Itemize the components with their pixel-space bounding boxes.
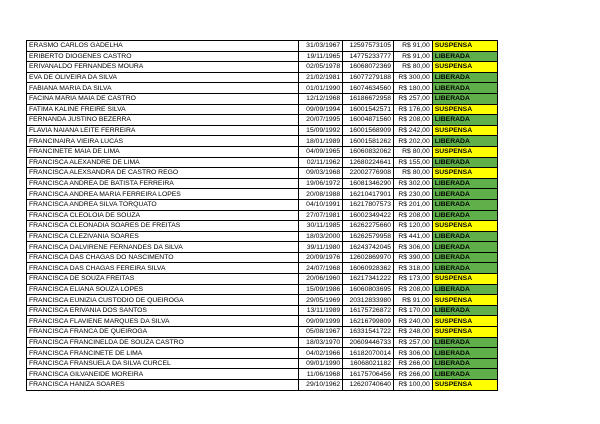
- name-cell[interactable]: FRANCINAIRA VIEIRA LUCAS: [27, 136, 299, 147]
- date-cell[interactable]: 27/07/1981: [298, 210, 342, 221]
- date-cell[interactable]: 24/07/1968: [298, 263, 342, 274]
- number-cell[interactable]: 16217807573: [343, 199, 394, 210]
- name-cell[interactable]: FABIANA MARIA DA SILVA: [27, 83, 299, 94]
- status-cell[interactable]: SUSPENSA: [432, 316, 497, 327]
- status-cell[interactable]: LIBERADA: [432, 178, 497, 189]
- name-cell[interactable]: FRANCISCA FRANSUELA DA SILVA CURCEL: [27, 358, 299, 369]
- table-row: [27, 316, 498, 327]
- number-cell[interactable]: 20312833980: [343, 295, 394, 306]
- status-cell[interactable]: LIBERADA: [432, 369, 497, 380]
- date-cell[interactable]: 30/11/1985: [298, 221, 342, 232]
- date-cell[interactable]: 05/08/1967: [298, 327, 342, 338]
- value-cell[interactable]: R$ 120,00: [394, 221, 433, 232]
- table-row: [27, 274, 498, 285]
- value-cell[interactable]: R$ 248,00: [394, 327, 433, 338]
- name-cell[interactable]: FRANCINETE MAIA DE LIMA: [27, 146, 299, 157]
- name-cell[interactable]: FRANCISCA HANIZA SOARES: [27, 380, 299, 391]
- number-cell[interactable]: 16068072369: [343, 62, 394, 73]
- value-cell[interactable]: R$ 306,00: [394, 348, 433, 359]
- value-cell[interactable]: R$ 208,00: [394, 115, 433, 126]
- number-cell[interactable]: 16175726872: [343, 305, 394, 316]
- name-cell[interactable]: FRANCISCA DAS CHAGAS FEREIRA SILVA: [27, 263, 299, 274]
- number-cell[interactable]: 16182070014: [343, 348, 394, 359]
- table-row: [27, 284, 498, 295]
- number-cell[interactable]: 16001542571: [343, 104, 394, 115]
- date-cell[interactable]: 31/03/1967: [298, 41, 342, 52]
- name-cell[interactable]: ERIBERTO DIOGENES CASTRO: [27, 51, 299, 62]
- date-cell[interactable]: 39/11/1980: [298, 242, 342, 253]
- number-cell[interactable]: 16004871560: [343, 115, 394, 126]
- date-cell[interactable]: 20/09/1976: [298, 252, 342, 263]
- name-cell[interactable]: EVA DE OLIVEIRA DA SILVA: [27, 72, 299, 83]
- date-cell[interactable]: 09/01/1990: [298, 358, 342, 369]
- date-cell[interactable]: 12/12/1968: [298, 93, 342, 104]
- status-cell[interactable]: LIBERADA: [432, 210, 497, 221]
- table-row: [27, 369, 498, 380]
- status-cell[interactable]: LIBERADA: [432, 252, 497, 263]
- date-cell[interactable]: 19/06/1972: [298, 178, 342, 189]
- value-cell[interactable]: R$ 208,00: [394, 284, 433, 295]
- table-row: [27, 199, 498, 210]
- number-cell[interactable]: 16262275660: [343, 221, 394, 232]
- table-row: [27, 305, 498, 316]
- date-cell[interactable]: 04/10/1991: [298, 199, 342, 210]
- number-cell[interactable]: 16216799809: [343, 316, 394, 327]
- status-cell[interactable]: LIBERADA: [432, 199, 497, 210]
- date-cell[interactable]: 02/11/1962: [298, 157, 342, 168]
- table-row: [27, 72, 498, 83]
- status-cell[interactable]: LIBERADA: [432, 189, 497, 200]
- status-cell[interactable]: SUSPENSA: [432, 274, 497, 285]
- table-row: [27, 93, 498, 104]
- date-cell[interactable]: 09/03/1968: [298, 168, 342, 179]
- name-cell[interactable]: FRANCISCA ELIANA SOUZA LOPES: [27, 284, 299, 295]
- status-cell[interactable]: LIBERADA: [432, 136, 497, 147]
- table-row: [27, 348, 498, 359]
- date-cell[interactable]: 29/10/1962: [298, 380, 342, 391]
- date-cell[interactable]: 11/06/1968: [298, 369, 342, 380]
- number-cell[interactable]: 16001568909: [343, 125, 394, 136]
- date-cell[interactable]: 21/02/1981: [298, 72, 342, 83]
- table-row: [27, 157, 498, 168]
- date-cell[interactable]: 18/03/1970: [298, 337, 342, 348]
- value-cell[interactable]: R$ 155,00: [394, 157, 433, 168]
- value-cell[interactable]: R$ 230,00: [394, 189, 433, 200]
- value-cell[interactable]: R$ 302,00: [394, 178, 433, 189]
- number-cell[interactable]: 16331541722: [343, 327, 394, 338]
- table-row: [27, 337, 498, 348]
- name-cell[interactable]: FRANCISCA CLEZIVANIA SOARES: [27, 231, 299, 242]
- status-cell[interactable]: LIBERADA: [432, 231, 497, 242]
- date-cell[interactable]: 19/11/1965: [298, 51, 342, 62]
- status-cell[interactable]: LIBERADA: [432, 305, 497, 316]
- value-cell[interactable]: R$ 91,00: [394, 51, 433, 62]
- date-cell[interactable]: 09/09/1999: [298, 316, 342, 327]
- name-cell[interactable]: FRANCISCA FRANCINELDA DE SOUZA CASTRO: [27, 337, 299, 348]
- name-cell[interactable]: FRANCISCA ERIVANIA DOS SANTOS: [27, 305, 299, 316]
- value-cell[interactable]: R$ 202,00: [394, 136, 433, 147]
- number-cell[interactable]: 16217341222: [343, 274, 394, 285]
- table-row: [27, 51, 498, 62]
- status-cell[interactable]: SUSPENSA: [432, 41, 497, 52]
- table-row: [27, 252, 498, 263]
- value-cell[interactable]: R$ 257,00: [394, 337, 433, 348]
- name-cell[interactable]: FRANCISCA CLEONADIA SOARES DE FREITAS: [27, 221, 299, 232]
- number-cell[interactable]: 14775233777: [343, 51, 394, 62]
- table-row: [27, 41, 498, 52]
- table-row: [27, 83, 498, 94]
- value-cell[interactable]: R$ 240,00: [394, 316, 433, 327]
- value-cell[interactable]: R$ 441,00: [394, 231, 433, 242]
- number-cell[interactable]: 16262579958: [343, 231, 394, 242]
- date-cell[interactable]: 20/08/1988: [298, 189, 342, 200]
- table-row: [27, 189, 498, 200]
- date-cell[interactable]: 04/09/1965: [298, 146, 342, 157]
- table-row: [27, 221, 498, 232]
- number-cell[interactable]: 16210417901: [343, 189, 394, 200]
- status-cell[interactable]: LIBERADA: [432, 157, 497, 168]
- status-cell[interactable]: LIBERADA: [432, 93, 497, 104]
- status-cell[interactable]: SUSPENSA: [432, 125, 497, 136]
- number-cell[interactable]: 12680224641: [343, 157, 394, 168]
- value-cell[interactable]: R$ 208,00: [394, 210, 433, 221]
- value-cell[interactable]: R$ 176,00: [394, 104, 433, 115]
- status-cell[interactable]: SUSPENSA: [432, 327, 497, 338]
- table-row: [27, 263, 498, 274]
- value-cell[interactable]: R$ 91,00: [394, 295, 433, 306]
- date-cell[interactable]: 04/02/1966: [298, 348, 342, 359]
- status-cell[interactable]: LIBERADA: [432, 337, 497, 348]
- date-cell[interactable]: 20/07/1995: [298, 115, 342, 126]
- table-row: [27, 115, 498, 126]
- table-row: [27, 327, 498, 338]
- table-row: [27, 136, 498, 147]
- table-row: [27, 231, 498, 242]
- status-cell[interactable]: LIBERADA: [432, 83, 497, 94]
- status-cell[interactable]: LIBERADA: [432, 115, 497, 126]
- status-cell[interactable]: SUSPENSA: [432, 104, 497, 115]
- name-cell[interactable]: FLAVIA NAIANA LEITE FERREIRA: [27, 125, 299, 136]
- value-cell[interactable]: R$ 257,00: [394, 93, 433, 104]
- status-cell[interactable]: LIBERADA: [432, 51, 497, 62]
- name-cell[interactable]: ERASMO CARLOS GADELHA: [27, 41, 299, 52]
- name-cell[interactable]: FRANCISCA ANDREA DE BATISTA FERREIRA: [27, 178, 299, 189]
- name-cell[interactable]: FRANCISCA DE SOUZA FREITAS: [27, 274, 299, 285]
- value-cell[interactable]: R$ 80,00: [394, 168, 433, 179]
- number-cell[interactable]: 12602869970: [343, 252, 394, 263]
- number-cell[interactable]: 20609446733: [343, 337, 394, 348]
- value-cell[interactable]: R$ 80,00: [394, 146, 433, 157]
- status-cell[interactable]: SUSPENSA: [432, 168, 497, 179]
- number-cell[interactable]: 16074634560: [343, 83, 394, 94]
- number-cell[interactable]: 16060832062: [343, 146, 394, 157]
- date-cell[interactable]: 01/01/1990: [298, 83, 342, 94]
- name-cell[interactable]: FRANCISCA EUNIZIA CUSTODIO DE QUEIROGA: [27, 295, 299, 306]
- number-cell[interactable]: 16081346290: [343, 178, 394, 189]
- name-cell[interactable]: FRANCISCA GILVANEIDE MOREIRA: [27, 369, 299, 380]
- value-cell[interactable]: R$ 170,00: [394, 305, 433, 316]
- table-row: [27, 178, 498, 189]
- name-cell[interactable]: FRANCISCA DALVIRENE FERNANDES DA SILVA: [27, 242, 299, 253]
- table-row: [27, 295, 498, 306]
- status-cell[interactable]: LIBERADA: [432, 263, 497, 274]
- value-cell[interactable]: R$ 80,00: [394, 62, 433, 73]
- table-row: [27, 168, 498, 179]
- status-cell[interactable]: LIBERADA: [432, 348, 497, 359]
- status-cell[interactable]: SUSPENSA: [432, 380, 497, 391]
- table-row: [27, 125, 498, 136]
- table-row: [27, 210, 498, 221]
- status-cell[interactable]: LIBERADA: [432, 72, 497, 83]
- spreadsheet-table: [26, 40, 498, 391]
- date-cell[interactable]: 20/06/1960: [298, 274, 342, 285]
- table-body: [27, 41, 498, 391]
- status-cell[interactable]: LIBERADA: [432, 358, 497, 369]
- name-cell[interactable]: FRANCISCA ANDREA MARIA FERREIRA LOPES: [27, 189, 299, 200]
- status-cell[interactable]: SUSPENSA: [432, 221, 497, 232]
- name-cell[interactable]: ERIVANALDO FERNANDES MOURA: [27, 62, 299, 73]
- name-cell[interactable]: FRANCISCA ALEXSANDRA DE CASTRO REGO: [27, 168, 299, 179]
- name-cell[interactable]: FRANCISCA FRANCINETE DE LIMA: [27, 348, 299, 359]
- table-row: [27, 62, 498, 73]
- value-cell[interactable]: R$ 318,00: [394, 263, 433, 274]
- table-row: [27, 358, 498, 369]
- number-cell[interactable]: 16175706456: [343, 369, 394, 380]
- number-cell[interactable]: 16186672958: [343, 93, 394, 104]
- value-cell[interactable]: R$ 100,00: [394, 380, 433, 391]
- status-cell[interactable]: LIBERADA: [432, 242, 497, 253]
- number-cell[interactable]: 16002349422: [343, 210, 394, 221]
- date-cell[interactable]: 09/09/1994: [298, 104, 342, 115]
- table-row: [27, 146, 498, 157]
- table-row: [27, 242, 498, 253]
- table-row: [27, 380, 498, 391]
- status-cell[interactable]: LIBERADA: [432, 284, 497, 295]
- date-cell[interactable]: 15/09/1992: [298, 125, 342, 136]
- date-cell[interactable]: 29/05/1969: [298, 295, 342, 306]
- value-cell[interactable]: R$ 266,00: [394, 358, 433, 369]
- number-cell[interactable]: 16001581262: [343, 136, 394, 147]
- value-cell[interactable]: R$ 390,00: [394, 252, 433, 263]
- number-cell[interactable]: 16060803695: [343, 284, 394, 295]
- number-cell[interactable]: 16243742045: [343, 242, 394, 253]
- name-cell[interactable]: FRANCISCA ALEXANDRE DE LIMA: [27, 157, 299, 168]
- status-cell[interactable]: SUSPENSA: [432, 146, 497, 157]
- number-cell[interactable]: 16068021182: [343, 358, 394, 369]
- value-cell[interactable]: R$ 201,00: [394, 199, 433, 210]
- value-cell[interactable]: R$ 173,00: [394, 274, 433, 285]
- value-cell[interactable]: R$ 180,00: [394, 83, 433, 94]
- value-cell[interactable]: R$ 242,00: [394, 125, 433, 136]
- date-cell[interactable]: 15/09/1986: [298, 284, 342, 295]
- number-cell[interactable]: 16077279188: [343, 72, 394, 83]
- value-cell[interactable]: R$ 306,00: [394, 242, 433, 253]
- name-cell[interactable]: FRANCISCA CLEOLOIA DE SOUZA: [27, 210, 299, 221]
- value-cell[interactable]: R$ 300,00: [394, 72, 433, 83]
- number-cell[interactable]: 16060928362: [343, 263, 394, 274]
- table-row: [27, 104, 498, 115]
- value-cell[interactable]: R$ 91,00: [394, 41, 433, 52]
- name-cell[interactable]: FATIMA KALINE FREIRE SILVA: [27, 104, 299, 115]
- number-cell[interactable]: 22002776908: [343, 168, 394, 179]
- name-cell[interactable]: FRANCISCA ANDREA SILVA TORQUATO: [27, 199, 299, 210]
- date-cell[interactable]: 18/03/2000: [298, 231, 342, 242]
- name-cell[interactable]: FERNANDA JUSTINO BEZERRA: [27, 115, 299, 126]
- date-cell[interactable]: 02/05/1978: [298, 62, 342, 73]
- date-cell[interactable]: 18/01/1989: [298, 136, 342, 147]
- name-cell[interactable]: FRANCISCA FRANCA DE QUEIROGA: [27, 327, 299, 338]
- status-cell[interactable]: SUSPENSA: [432, 295, 497, 306]
- date-cell[interactable]: 13/11/1989: [298, 305, 342, 316]
- number-cell[interactable]: 12597573105: [343, 41, 394, 52]
- name-cell[interactable]: FRANCISCA DAS CHAGAS DO NASCIMENTO: [27, 252, 299, 263]
- name-cell[interactable]: FACINA MARIA MAIA DE CASTRO: [27, 93, 299, 104]
- number-cell[interactable]: 12620740640: [343, 380, 394, 391]
- name-cell[interactable]: FRANCISCA FLAVIENE MARQUES DA SILVA: [27, 316, 299, 327]
- status-cell[interactable]: SUSPENSA: [432, 62, 497, 73]
- value-cell[interactable]: R$ 266,00: [394, 369, 433, 380]
